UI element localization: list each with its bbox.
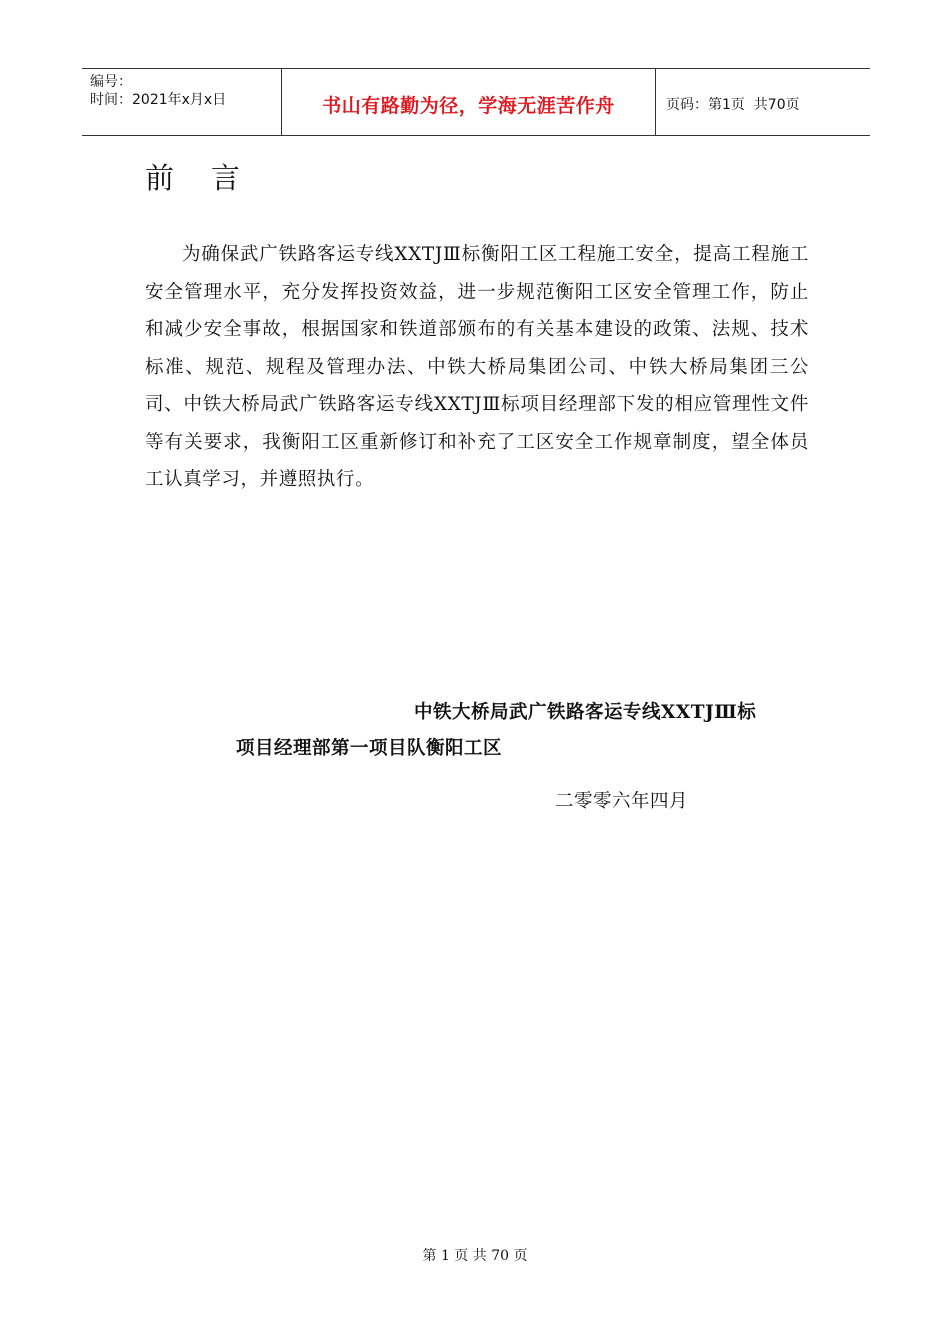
body-paragraph: 为确保武广铁路客运专线XXTJⅢ标衡阳工区工程施工安全，提高工程施工安全管理水平，充分发挥投资效益，进一步规范衡阳工区安全管理工作，防止和减少安全事故，根据国家和铁道部颁布的有关基本建设的政策、法规、技术标准、规范、规程及管理办法、中铁大桥局集团公司、中铁大桥局集团三公司、中铁大桥局武广铁路客运专线XXTJⅢ标项目经理部下发的相应管理性文件等有关要求，我衡阳工区重新修订和补充了工区安全工作规章制度，望全体员工认真学习，并遵照执行。 bbox=[145, 244, 809, 490]
page-title: 前 言 bbox=[145, 161, 240, 195]
signature-line-2: 项目经理部第一项目队衡阳工区 bbox=[236, 738, 503, 759]
document-date: 二零零六年四月 bbox=[555, 791, 689, 812]
header-meta-cell bbox=[82, 69, 282, 135]
page-header bbox=[82, 68, 870, 136]
page-info: 页码：第1页 共70页 bbox=[666, 97, 800, 113]
number-label: 编号： bbox=[90, 74, 132, 90]
page-footer: 第 1 页 共 70 页 bbox=[422, 1248, 528, 1264]
header-motto-cell bbox=[282, 69, 656, 135]
signature-line-1: 中铁大桥局武广铁路客运专线XXTJⅢ标 bbox=[414, 702, 757, 723]
header-page-cell bbox=[656, 69, 870, 135]
time-label: 时间：2021年x月x日 bbox=[90, 92, 227, 108]
motto-text: 书山有路勤为径，学海无涯苦作舟 bbox=[322, 94, 615, 117]
